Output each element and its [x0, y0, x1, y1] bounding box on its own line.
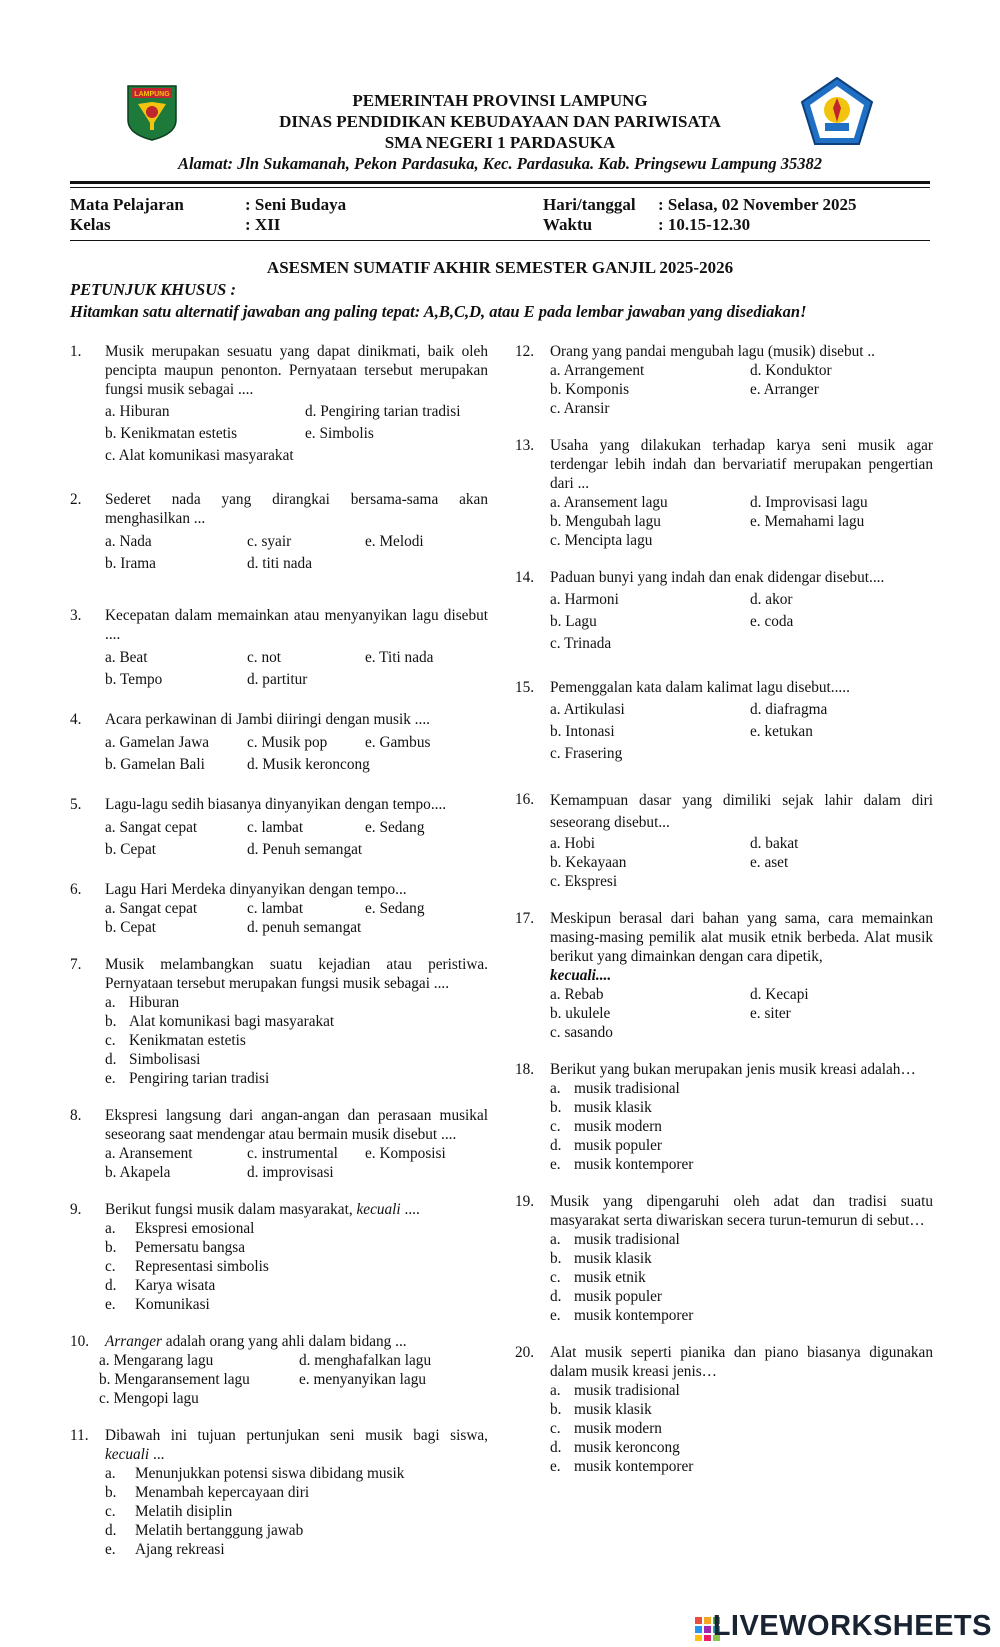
question-9: 9. Berikut fungsi musik dalam masyarakat, kecuali .... a. Ekspresi emosional b. Pemersatu bangsa c. Representasi simbolis d. Karya wisata e. Komunikasi	[70, 1200, 488, 1314]
option-b[interactable]: b. Lagu	[550, 613, 597, 630]
header-department: DINAS PENDIDIKAN KEBUDAYAAN DAN PARIWISATA	[279, 112, 721, 131]
question-3: 3. Kecepatan dalam memainkan atau menyanyikan lagu disebut .... a. Beat c. not e. Titi nada b. Tempo d. partitur	[70, 607, 488, 688]
option-a[interactable]: a. Sangat cepat	[105, 900, 198, 917]
option-a[interactable]: a. Rebab	[550, 986, 604, 1003]
option-a[interactable]: a. Mengarang lagu	[99, 1352, 214, 1369]
option-a[interactable]: a. Aransement	[105, 1145, 193, 1162]
option-d[interactable]: d. menghafalkan lagu	[299, 1352, 432, 1369]
instruction-title: PETUNJUK KHUSUS :	[70, 280, 236, 299]
option-b[interactable]: b. musik klasik	[550, 1250, 652, 1267]
right-column	[515, 342, 933, 1476]
question-stem: Arranger adalah orang yang ahli dalam bidang ...	[105, 1333, 407, 1350]
question-8: 8. Ekspresi langsung dari angan-angan dan perasaan musikal seseorang saat mendengar atau bermain musik disebut .... a. Aransement c. instrumental e. Komposisi b. Akapela d. improvisasi	[70, 1107, 488, 1181]
option-a[interactable]: a. Menunjukkan potensi siswa dibidang musik	[105, 1465, 405, 1482]
option-c[interactable]: c. musik modern	[550, 1420, 662, 1437]
option-e[interactable]: e. aset	[750, 854, 789, 871]
header-school: SMA NEGERI 1 PARDASUKA	[384, 133, 616, 152]
option-c[interactable]: c. Representasi simbolis	[105, 1258, 269, 1275]
option-b[interactable]: b. Pemersatu bangsa	[105, 1239, 246, 1256]
question-stem: Kecepatan dalam memainkan atau menyanyikan lagu disebut ....	[105, 607, 488, 643]
option-e[interactable]: e. Pengiring tarian tradisi	[105, 1070, 270, 1087]
question-stem: Usaha yang dilakukan terhadap karya seni musik agar terdengar lebih indah dan bervariatif merupakan pengertian dari ...	[550, 437, 933, 492]
header-government: PEMERINTAH PROVINSI LAMPUNG	[352, 91, 648, 110]
option-b[interactable]: b. Akapela	[105, 1164, 171, 1181]
option-d[interactable]: d. partitur	[247, 671, 308, 688]
time-label: Waktu	[543, 215, 593, 234]
option-d[interactable]: d. diafragma	[750, 701, 828, 718]
question-stem: Dibawah ini tujuan pertunjukan seni musik bagi siswa, kecuali ...	[105, 1427, 488, 1463]
question-12: 12. Orang yang pandai mengubah lagu (musik) disebut .. a. Arrangement d. Konduktor b. Komponis e. Arranger c. Aransir	[515, 342, 933, 418]
question-4: 4. Acara perkawinan di Jambi diiringi dengan musik .... a. Gamelan Jawa c. Musik pop e. Gambus b. Gamelan Bali d. Musik keroncong	[70, 710, 488, 777]
option-d[interactable]: d. Pengiring tarian tradisi	[305, 403, 461, 420]
question-17: 17. Meskipun berasal dari bahan yang sama, cara memainkan masing-masing pemilik alat musik etnik berbeda. Alat musik berikut yang dimainkan dengan cara dipetik, kecuali.... a. Rebab d. Kecapi b. ukulele e. siter c. sasando	[515, 910, 933, 1041]
option-a[interactable]: a. Arrangement	[550, 362, 645, 379]
question-10: 10. Arranger adalah orang yang ahli dalam bidang ... a. Mengarang lagu d. menghafalkan lagu b. Mengaransement lagu e. menyanyikan lagu c. Mengopi lagu	[70, 1332, 488, 1408]
option-e[interactable]: e. Titi nada	[365, 649, 434, 666]
class-label: Kelas	[70, 215, 111, 234]
option-e[interactable]: e. Memahami lagu	[750, 513, 865, 530]
option-b[interactable]: b. musik klasik	[550, 1099, 652, 1116]
question-stem: Sederet nada yang dirangkai bersama-sama akan menghasilkan ...	[105, 491, 488, 527]
question-stem: Orang yang pandai mengubah lagu (musik) disebut ..	[550, 343, 875, 360]
option-e[interactable]: e. musik kontemporer	[550, 1458, 694, 1475]
question-stem: Ekspresi langsung dari angan-angan dan perasaan musikal seseorang saat mendengar atau bermain musik disebut ....	[105, 1107, 488, 1143]
option-e[interactable]: e. musik kontemporer	[550, 1307, 694, 1324]
option-e[interactable]: e. Sedang	[365, 819, 425, 836]
option-c[interactable]: c. Trinada	[550, 635, 612, 652]
option-c[interactable]: c. Mengopi lagu	[99, 1390, 199, 1407]
question-stem: Kemampuan dasar yang dimiliki sejak lahir dalam diri seseorang disebut...	[550, 792, 933, 831]
exam-title: ASESMEN SUMATIF AKHIR SEMESTER GANJIL 2025-2026	[266, 258, 734, 277]
option-d[interactable]: d. Kecapi	[750, 986, 809, 1003]
subject-value: : Seni Budaya	[245, 195, 347, 214]
option-c[interactable]: c. Kenikmatan estetis	[105, 1032, 246, 1049]
option-b[interactable]: b. Mengubah lagu	[550, 513, 661, 530]
option-d[interactable]: d. Konduktor	[750, 362, 832, 379]
question-stem: Paduan bunyi yang indah dan enak didengar disebut....	[550, 569, 885, 586]
question-stem: Pemenggalan kata dalam kalimat lagu disebut.....	[550, 679, 850, 696]
option-d[interactable]: d. Melatih bertanggung jawab	[105, 1522, 304, 1539]
question-stem: Berikut fungsi musik dalam masyarakat, kecuali ....	[105, 1201, 420, 1218]
option-e[interactable]: e. musik kontemporer	[550, 1156, 694, 1173]
day-label: Hari/tanggal	[543, 195, 636, 214]
question-13: 13. Usaha yang dilakukan terhadap karya seni musik agar terdengar lebih indah dan bervariatif merupakan pengertian dari ... a. Aransement lagu d. Improvisasi lagu b. Mengubah lagu e. Memahami lagu c. Mencipta lagu	[515, 437, 933, 549]
option-a[interactable]: a. Nada	[105, 533, 152, 550]
question-stem: Alat musik seperti pianika dan piano biasanya digunakan dalam musik kreasi jenis…	[550, 1344, 933, 1380]
option-a[interactable]: a. Beat	[105, 649, 148, 666]
option-e[interactable]: e. siter	[750, 1005, 791, 1022]
option-e[interactable]: e. ketukan	[750, 723, 813, 740]
header-divider-thin	[70, 187, 930, 188]
option-c[interactable]: c. sasando	[550, 1024, 613, 1041]
option-c[interactable]: c. not	[247, 649, 281, 666]
option-d[interactable]: d. Penuh semangat	[247, 841, 363, 858]
option-d[interactable]: d. penuh semangat	[247, 919, 362, 936]
question-14: 14. Paduan bunyi yang indah dan enak didengar disebut.... a. Harmoni d. akor b. Lagu e. coda c. Trinada	[515, 568, 933, 656]
question-19: 19. Musik yang dipengaruhi oleh adat dan tradisi suatu masyarakat serta diwariskan secera turun-temurun di sebut… a. musik tradisional b. musik klasik c. musik etnik d. musik populer e. musik kontemporer	[515, 1193, 933, 1324]
question-1: 1. Musik merupakan sesuatu yang dapat dinikmati, baik oleh pencipta maupun penonton. Pernyataan tersebut merupakan fungsi musik sebagai .... a. Hiburan d. Pengiring tarian tradisi b. Kenikmatan estetis e. Simbolis c. Alat komunikasi masyarakat	[70, 343, 488, 464]
question-stem: Musik yang dipengaruhi oleh adat dan tradisi suatu masyarakat serta diwariskan secera turun-temurun di sebut…	[550, 1193, 933, 1229]
svg-text:LAMPUNG: LAMPUNG	[134, 91, 170, 98]
question-7: 7. Musik melambangkan suatu kejadian atau peristiwa. Pernyataan tersebut merupakan fungsi musik sebagai .... a. Hiburan b. Alat komunikasi bagi masyarakat c. Kenikmatan estetis d. Simbolisasi e. Pengiring tarian tradisi	[70, 956, 488, 1087]
option-a[interactable]: a. Hobi	[550, 835, 596, 852]
option-d[interactable]: d. improvisasi	[247, 1164, 334, 1181]
option-b[interactable]: b. Irama	[105, 555, 156, 572]
option-a[interactable]: a. musik tradisional	[550, 1231, 680, 1248]
question-18: 18. Berikut yang bukan merupakan jenis musik kreasi adalah… a. musik tradisional b. musik klasik c. musik modern d. musik populer e. musik kontemporer	[515, 1060, 933, 1174]
option-a[interactable]: a. musik tradisional	[550, 1080, 680, 1097]
question-stem: Meskipun berasal dari bahan yang sama, cara memainkan masing-masing pemilik alat musik etnik berbeda. Alat musik berikut yang dimainkan dengan cara dipetik, kecuali....	[550, 910, 933, 984]
option-b[interactable]: b. musik klasik	[550, 1401, 652, 1418]
question-20: 20. Alat musik seperti pianika dan piano biasanya digunakan dalam musik kreasi jenis… a. musik tradisional b. musik klasik c. musik modern d. musik keroncong e. musik kontemporer	[515, 1344, 933, 1475]
option-e[interactable]: e. Simbolis	[305, 425, 374, 442]
option-b[interactable]: b. Kenikmatan estetis	[105, 425, 238, 442]
option-b[interactable]: b. Gamelan Bali	[105, 756, 205, 773]
header-divider-thick	[70, 181, 930, 184]
option-a[interactable]: a. Sangat cepat	[105, 819, 198, 836]
watermark: LIVEWORKSHEETS	[712, 1610, 992, 1642]
question-stem: Musik merupakan sesuatu yang dapat dinikmati, baik oleh pencipta maupun penonton. Pernyataan tersebut merupakan fungsi musik sebagai ....	[105, 343, 488, 398]
option-e[interactable]: e. Komposisi	[365, 1145, 446, 1162]
option-a[interactable]: a. Ekspresi emosional	[105, 1220, 255, 1237]
option-d[interactable]: d. musik keroncong	[550, 1439, 680, 1456]
left-column	[70, 342, 488, 1559]
subject-label: Mata Pelajaran	[70, 195, 184, 214]
option-c[interactable]: c. lambat	[247, 900, 304, 917]
option-d[interactable]: d. Karya wisata	[105, 1277, 216, 1294]
option-c[interactable]: c. lambat	[247, 819, 304, 836]
option-c[interactable]: c. syair	[247, 533, 292, 550]
option-b[interactable]: b. Alat komunikasi bagi masyarakat	[105, 1013, 335, 1030]
option-b[interactable]: b. ukulele	[550, 1005, 611, 1022]
question-16: 16. Kemampuan dasar yang dimiliki sejak lahir dalam diri seseorang disebut... a. Hobi d. bakat b. Kekayaan e. aset c. Ekspresi	[515, 791, 933, 890]
option-b[interactable]: b. Cepat	[105, 841, 156, 858]
option-a[interactable]: a. Artikulasi	[550, 701, 625, 718]
option-d[interactable]: d. bakat	[750, 835, 799, 852]
option-e[interactable]: e. Melodi	[365, 533, 424, 550]
question-stem: Berikut yang bukan merupakan jenis musik kreasi adalah…	[550, 1061, 916, 1078]
question-stem: Lagu Hari Merdeka dinyanyikan dengan tempo...	[105, 881, 407, 898]
option-e[interactable]: e. menyanyikan lagu	[299, 1371, 427, 1388]
class-value: : XII	[245, 215, 281, 234]
option-d[interactable]: d. Musik keroncong	[247, 756, 370, 773]
option-d[interactable]: d. musik populer	[550, 1288, 662, 1305]
question-6: 6. Lagu Hari Merdeka dinyanyikan dengan tempo... a. Sangat cepat c. lambat e. Sedang b. Cepat d. penuh semangat	[70, 880, 488, 937]
header-address: Alamat: Jln Sukamanah, Pekon Pardasuka, Kec. Pardasuka. Kab. Pringsewu Lampung 35382	[177, 154, 823, 173]
question-5: 5. Lagu-lagu sedih biasanya dinyanyikan dengan tempo.... a. Sangat cepat c. lambat e. Sedang b. Cepat d. Penuh semangat	[70, 795, 488, 862]
option-c[interactable]: c. Frasering	[550, 745, 623, 762]
option-d[interactable]: d. titi nada	[247, 555, 312, 572]
question-15: 15. Pemenggalan kata dalam kalimat lagu disebut..... a. Artikulasi d. diafragma b. Intonasi e. ketukan c. Frasering	[515, 678, 933, 766]
option-b[interactable]: b. Intonasi	[550, 723, 615, 740]
question-stem: Lagu-lagu sedih biasanya dinyanyikan dengan tempo....	[105, 796, 447, 813]
option-b[interactable]: b. Menambah kepercayaan diri	[105, 1484, 310, 1501]
option-a[interactable]: a. musik tradisional	[550, 1382, 680, 1399]
option-b[interactable]: b. Kekayaan	[550, 854, 627, 871]
option-a[interactable]: a. Aransement lagu	[550, 494, 668, 511]
option-b[interactable]: b. Mengaransement lagu	[99, 1371, 250, 1388]
option-d[interactable]: d. musik populer	[550, 1137, 662, 1154]
option-d[interactable]: d. Improvisasi lagu	[750, 494, 868, 511]
question-stem: Musik melambangkan suatu kejadian atau peristiwa. Pernyataan tersebut merupakan fungsi musik sebagai ....	[105, 956, 488, 992]
option-d[interactable]: d. Simbolisasi	[105, 1051, 201, 1068]
option-e[interactable]: e. Ajang rekreasi	[105, 1541, 225, 1558]
day-value: : Selasa, 02 November 2025	[658, 195, 857, 214]
option-c[interactable]: c. instrumental	[247, 1145, 338, 1162]
option-e[interactable]: e. Gambus	[365, 734, 431, 751]
option-d[interactable]: d. akor	[750, 591, 793, 608]
option-c[interactable]: c. Alat komunikasi masyarakat	[105, 447, 294, 464]
question-2: 2. Sederet nada yang dirangkai bersama-sama akan menghasilkan ... a. Nada c. syair e. Melodi b. Irama d. titi nada	[70, 491, 488, 572]
option-c[interactable]: c. Musik pop	[247, 734, 328, 751]
option-b[interactable]: b. Tempo	[105, 671, 163, 688]
option-a[interactable]: a. Hiburan	[105, 994, 180, 1011]
option-a[interactable]: a. Harmoni	[550, 591, 619, 608]
question-11: 11. Dibawah ini tujuan pertunjukan seni musik bagi siswa, kecuali ... a. Menunjukkan potensi siswa dibidang musik b. Menambah kepercayaan diri c. Melatih disiplin d. Melatih bertanggung jawab e. Ajang rekreasi	[70, 1427, 488, 1558]
option-e[interactable]: e. Komunikasi	[105, 1296, 210, 1313]
time-value: : 10.15-12.30	[658, 215, 751, 234]
option-c[interactable]: c. musik etnik	[550, 1269, 646, 1286]
option-b[interactable]: b. Cepat	[105, 919, 156, 936]
option-a[interactable]: a. Gamelan Jawa	[105, 734, 210, 751]
option-c[interactable]: c. musik modern	[550, 1118, 662, 1135]
option-e[interactable]: e. Sedang	[365, 900, 425, 917]
option-c[interactable]: c. Mencipta lagu	[550, 532, 653, 549]
option-c[interactable]: c. Ekspresi	[550, 873, 618, 890]
option-e[interactable]: e. Arranger	[750, 381, 819, 398]
option-e[interactable]: e. coda	[750, 613, 794, 630]
question-stem: Acara perkawinan di Jambi diiringi dengan musik ....	[105, 711, 430, 728]
option-a[interactable]: a. Hiburan	[105, 403, 170, 420]
option-c[interactable]: c. Melatih disiplin	[105, 1503, 233, 1520]
meta-divider	[70, 240, 930, 241]
instruction-text: Hitamkan satu alternatif jawaban ang paling tepat: A,B,C,D, atau E pada lembar jawaban yang disediakan!	[70, 302, 807, 321]
option-c[interactable]: c. Aransir	[550, 400, 610, 417]
option-b[interactable]: b. Komponis	[550, 381, 630, 398]
